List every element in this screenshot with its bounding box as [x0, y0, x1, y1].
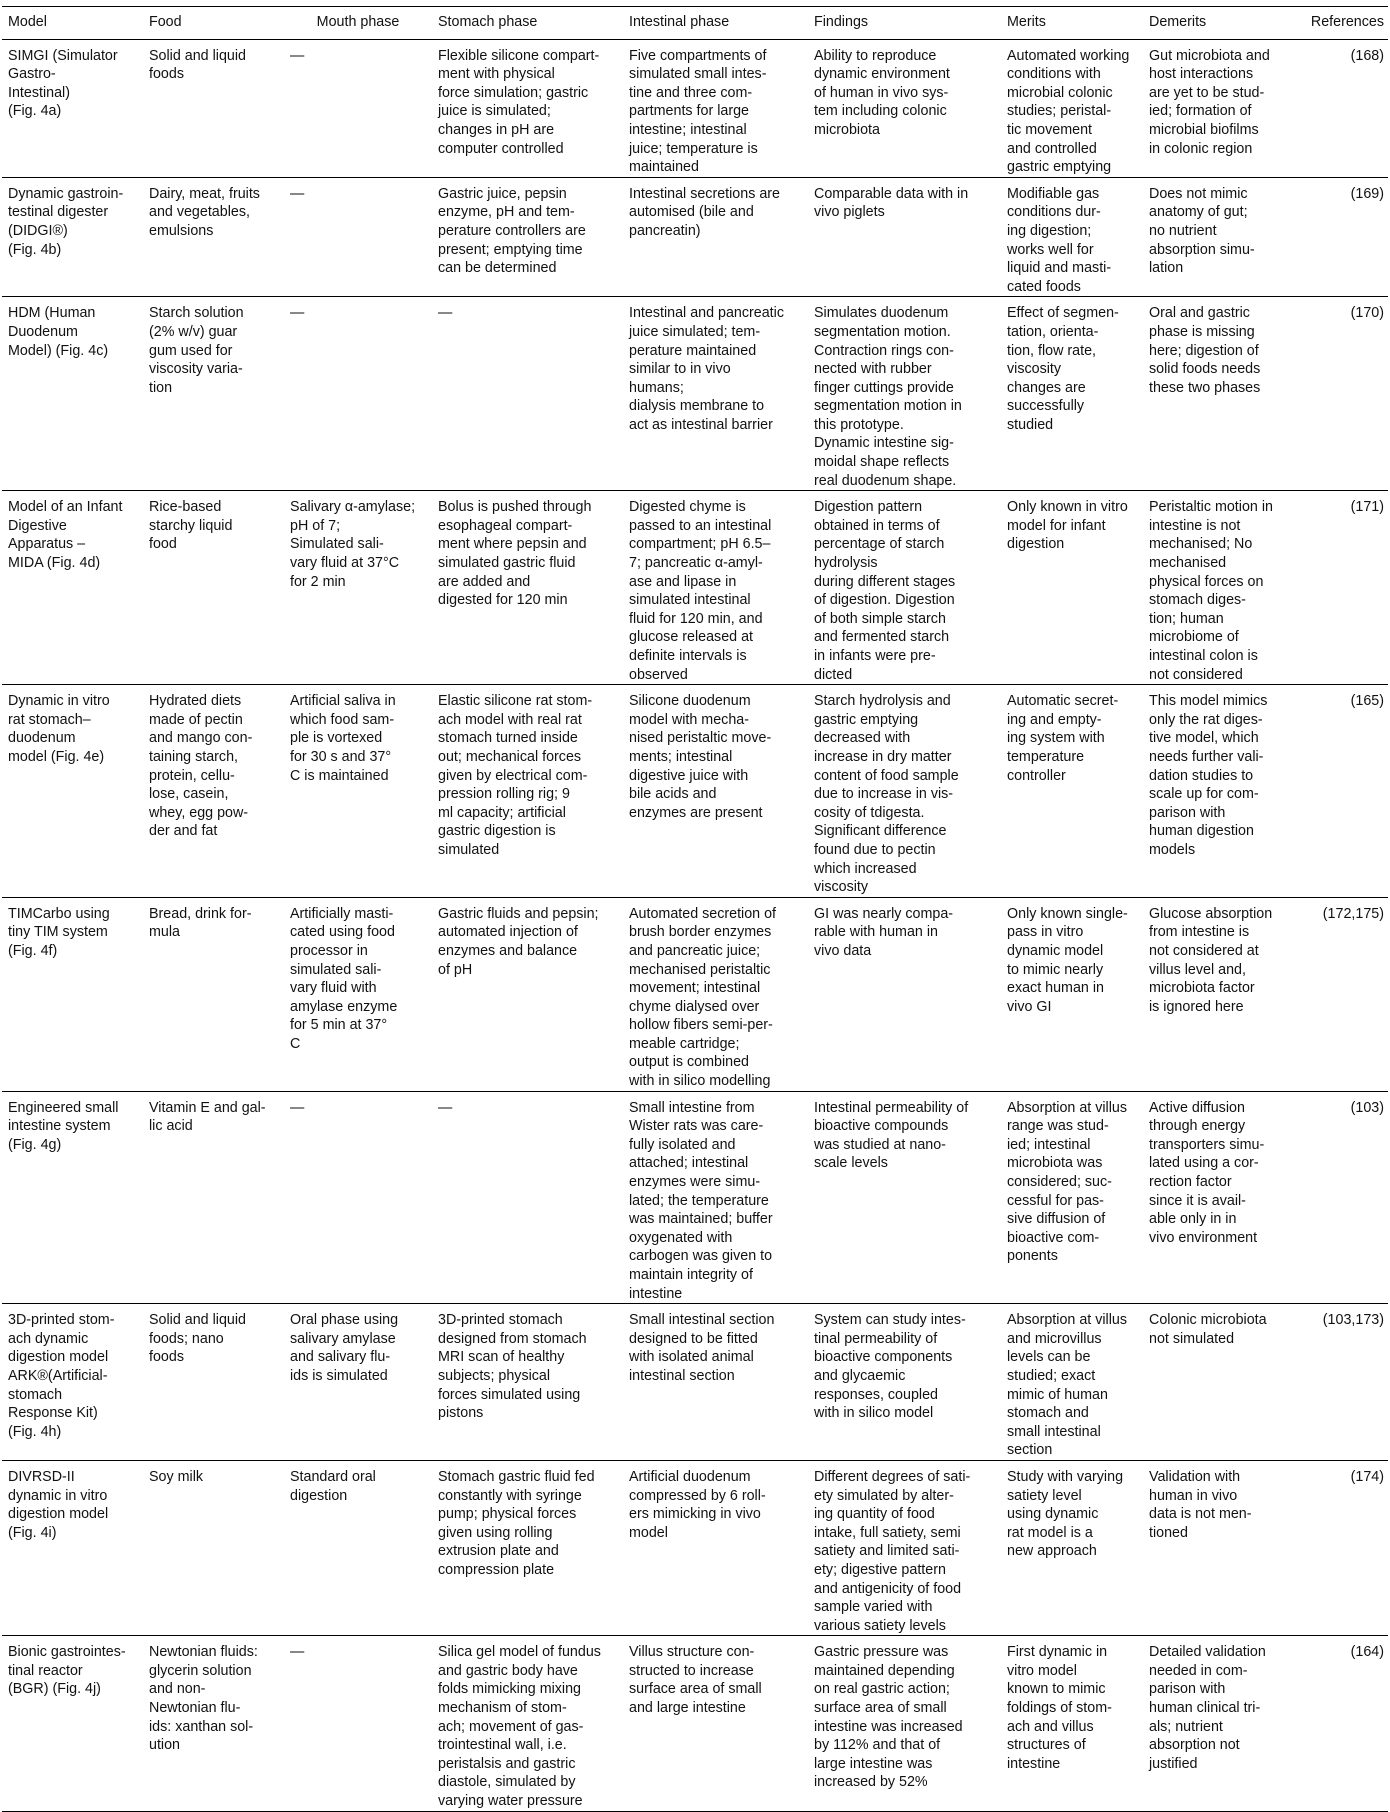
- cell-text: Artificial duodenum compressed by 6 roll- ers mimicking in vivo model: [629, 1468, 766, 1541]
- cell-intestinal-phase: [623, 1304, 808, 1461]
- header-stomach-phase: Stomach phase: [432, 7, 623, 40]
- cell-food: [143, 297, 284, 491]
- cell-text: Effect of segmen- tation, orienta- tion, flow rate, viscosity changes are successfully studied: [1007, 305, 1119, 433]
- cell-demerits: [1143, 1460, 1299, 1635]
- cell-text: Digestion pattern obtained in terms of percentage of starch hydrolysis during different stages of digestion. Digestion of both simple starch and fermented starch in infants were pre- dicted: [814, 499, 956, 683]
- cell-text: Intestinal permeability of bioactive compounds was studied at nano- scale levels: [814, 1099, 969, 1172]
- cell-intestinal-phase: [623, 685, 808, 898]
- cell-text: First dynamic in vitro model known to mimic foldings of stom- ach and villus structures of intestine: [1007, 1644, 1112, 1772]
- cell-text: (103,173): [1322, 1312, 1384, 1329]
- cell-text: TIMCarbo using tiny TIM system (Fig. 4f): [8, 905, 110, 959]
- cell-stomach-phase: [432, 1460, 623, 1635]
- cell-intestinal-phase: [623, 1460, 808, 1635]
- comparison-table: [2, 6, 1388, 1812]
- cell-text: Validation with human in vivo data is not men- tioned: [1149, 1468, 1252, 1541]
- cell-text: Oral and gastric phase is missing here; digestion of solid foods needs these two phases: [1149, 305, 1261, 396]
- cell-intestinal-phase: [623, 39, 808, 177]
- cell-text: System can study intes- tinal permeability of bioactive components and glycaemic responses, coupled with in silico model: [814, 1312, 966, 1422]
- cell-text: Newtonian fluids: glycerin solution and non- Newtonian flu- ids: xanthan sol- ution: [149, 1644, 258, 1754]
- cell-text: (172,175): [1322, 905, 1384, 922]
- cell-findings: [808, 297, 1001, 491]
- cell-text: Dynamic gastroin- testinal digester (DIDGI®) (Fig. 4b): [8, 185, 124, 258]
- table-row: [2, 1304, 1388, 1461]
- cell-text: Absorption at villus range was stud- ied; intestinal microbiota was considered; suc- cessful for pas- sive diffusion of bioactive com- ponents: [1007, 1099, 1127, 1265]
- header-intestinal-phase: Intestinal phase: [623, 7, 808, 40]
- cell-model: [2, 39, 143, 177]
- cell-text: Villus structure con- structed to increase surface area of small and large intestine: [629, 1644, 762, 1717]
- cell-food: [143, 685, 284, 898]
- header-row: [2, 7, 1388, 40]
- cell-demerits: [1143, 297, 1299, 491]
- table-row: [2, 685, 1388, 898]
- cell-text: —: [438, 1099, 453, 1116]
- cell-mouth-phase: [284, 1460, 432, 1635]
- cell-findings: [808, 1091, 1001, 1304]
- cell-text: Solid and liquid foods: [149, 47, 246, 83]
- cell-text: Different degrees of sati- ety simulated by alter- ing quantity of food intake, full satiety, semi satiety and limited sati- ety; digestive pattern and antigenicity of food sample varied with various satiety levels: [814, 1468, 971, 1634]
- cell-demerits: [1143, 897, 1299, 1091]
- cell-mouth-phase: [284, 39, 432, 177]
- cell-intestinal-phase: [623, 177, 808, 297]
- header-food: Food: [143, 7, 284, 40]
- cell-findings: [808, 685, 1001, 898]
- cell-text: Detailed validation needed in com- parison with human clinical tri- als; nutrient absorption not justified: [1149, 1644, 1266, 1772]
- cell-text: —: [290, 1644, 305, 1661]
- cell-mouth-phase: [284, 1304, 432, 1461]
- cell-text: Starch solution (2% w/v) guar gum used for viscosity varia- tion: [149, 305, 244, 396]
- cell-text: Gastric fluids and pepsin; automated injection of enzymes and balance of pH: [438, 905, 599, 978]
- cell-intestinal-phase: [623, 491, 808, 685]
- cell-text: Gastric juice, pepsin enzyme, pH and tem- perature controllers are present; emptying time can be determined: [438, 185, 586, 277]
- cell-food: [143, 1460, 284, 1635]
- cell-references: [1299, 1460, 1388, 1635]
- cell-text: Oral phase using salivary amylase and salivary flu- ids is simulated: [290, 1312, 399, 1384]
- cell-text: Salivary α-amylase; pH of 7; Simulated sali- vary fluid at 37°C for 2 min: [290, 499, 416, 590]
- cell-merits: [1001, 297, 1143, 491]
- cell-text: Gastric pressure was maintained depending on real gastric action; surface area of small intestine was increased by 112% and that of large intestine was increased by 52%: [814, 1644, 963, 1791]
- cell-mouth-phase: [284, 177, 432, 297]
- cell-model: [2, 1460, 143, 1635]
- cell-text: (174): [1350, 1468, 1384, 1485]
- cell-text: Hydrated diets made of pectin and mango con- taining starch, protein, cellu- lose, casein, whey, egg pow- der and fat: [149, 693, 253, 840]
- cell-references: [1299, 1091, 1388, 1304]
- cell-model: [2, 897, 143, 1091]
- cell-text: Simulates duodenum segmentation motion. Contraction rings con- nected with rubber finger cuttings provide segmentation motion in this prototype. Dynamic intestine sig- moidal shape reflects real duodenum shape.: [814, 305, 962, 489]
- cell-intestinal-phase: [623, 897, 808, 1091]
- cell-findings: [808, 177, 1001, 297]
- cell-text: Automated secretion of brush border enzymes and pancreatic juice; mechanised peristaltic movement; intestinal chyme dialysed over hollow fibers semi-per- meable cartridge; output is combined with in silico modelling: [629, 905, 777, 1090]
- table-row: [2, 1636, 1388, 1811]
- cell-text: Colonic microbiota not simulated: [1149, 1312, 1267, 1347]
- cell-text: HDM (Human Duodenum Model) (Fig. 4c): [8, 305, 109, 359]
- header-references: References: [1299, 7, 1388, 40]
- cell-findings: [808, 1636, 1001, 1811]
- cell-text: Dairy, meat, fruits and vegetables, emulsions: [149, 185, 260, 239]
- cell-text: Absorption at villus and microvillus levels can be studied; exact mimic of human stomach and small intestinal section: [1007, 1312, 1127, 1459]
- table-row: [2, 297, 1388, 491]
- cell-text: (171): [1350, 499, 1384, 516]
- header-mouth-phase: Mouth phase: [284, 7, 432, 40]
- cell-text: Bolus is pushed through esophageal compart- ment where pepsin and simulated gastric fluid are added and digested for 120 min: [438, 499, 592, 609]
- cell-text: Flexible silicone compart- ment with physical force simulation; gastric juice is simulated; changes in pH are computer controlled: [438, 47, 600, 157]
- table-row: [2, 177, 1388, 297]
- cell-findings: [808, 1304, 1001, 1461]
- cell-mouth-phase: [284, 491, 432, 685]
- cell-text: —: [290, 47, 305, 64]
- cell-merits: [1001, 39, 1143, 177]
- cell-findings: [808, 897, 1001, 1091]
- cell-demerits: [1143, 39, 1299, 177]
- table-header: [2, 7, 1388, 40]
- cell-mouth-phase: [284, 1636, 432, 1811]
- cell-text: Modifiable gas conditions dur- ing digestion; works well for liquid and masti- cated foods: [1007, 185, 1112, 295]
- cell-food: [143, 491, 284, 685]
- cell-merits: [1001, 685, 1143, 898]
- cell-text: Peristaltic motion in intestine is not mechanised; No mechanised physical forces on stomach diges- tion; human microbiome of intestinal colon is not considered: [1149, 499, 1273, 683]
- cell-text: 3D-printed stomach designed from stomach MRI scan of healthy subjects; physical forces simulated using pistons: [438, 1312, 587, 1422]
- header-model: Model: [2, 7, 143, 40]
- cell-text: —: [290, 1099, 305, 1116]
- cell-stomach-phase: [432, 177, 623, 297]
- cell-model: [2, 1636, 143, 1811]
- cell-references: [1299, 685, 1388, 898]
- cell-text: (164): [1350, 1644, 1384, 1661]
- cell-text: Bionic gastrointes- tinal reactor (BGR) (Fig. 4j): [8, 1644, 126, 1698]
- cell-demerits: [1143, 1636, 1299, 1811]
- cell-text: Ability to reproduce dynamic environment of human in vivo sys- tem including colonic microbiota: [814, 47, 950, 138]
- cell-text: Active diffusion through energy transporters simu- lated using a cor- rection factor since it is avail- able only in in vivo environment: [1149, 1099, 1265, 1246]
- cell-demerits: [1143, 491, 1299, 685]
- cell-text: —: [290, 305, 305, 322]
- cell-food: [143, 177, 284, 297]
- cell-text: Intestinal secretions are automised (bile and pancreatin): [629, 185, 780, 239]
- cell-demerits: [1143, 1091, 1299, 1304]
- cell-references: [1299, 897, 1388, 1091]
- cell-references: [1299, 297, 1388, 491]
- header-merits: Merits: [1001, 7, 1143, 40]
- cell-text: SIMGI (Simulator Gastro- Intestinal) (Fig. 4a): [8, 47, 118, 120]
- cell-text: This model mimics only the rat diges- tive model, which needs further vali- dation studies to scale up for com- parison with human digestion models: [1149, 693, 1268, 858]
- cell-mouth-phase: [284, 1091, 432, 1304]
- cell-text: Starch hydrolysis and gastric emptying decreased with increase in dry matter content of food sample due to increase in vis- cosity of tdigesta. Significant difference found due to pectin which increased viscosity: [814, 693, 959, 896]
- cell-merits: [1001, 1460, 1143, 1635]
- table-row: [2, 897, 1388, 1091]
- cell-text: GI was nearly compa- rable with human in vivo data: [814, 905, 954, 959]
- cell-text: Silicone duodenum model with mecha- nised peristaltic move- ments; intestinal digestive juice with bile acids and enzymes are present: [629, 693, 772, 821]
- cell-text: Study with varying satiety level using dynamic rat model is a new approach: [1007, 1468, 1124, 1560]
- cell-text: Artificially masti- cated using food processor in simulated sali- vary fluid with amylase enzyme for 5 min at 37° C: [290, 905, 398, 1052]
- cell-merits: [1001, 1304, 1143, 1461]
- cell-text: (103): [1350, 1099, 1384, 1116]
- cell-text: Bread, drink for- mula: [149, 905, 252, 941]
- cell-intestinal-phase: [623, 297, 808, 491]
- cell-text: Intestinal and pancreatic juice simulated; tem- perature maintained similar to in vivo humans; dialysis membrane to act as intestinal barrier: [629, 305, 784, 433]
- cell-text: Comparable data with in vivo piglets: [814, 185, 969, 221]
- table-row: [2, 1091, 1388, 1304]
- cell-food: [143, 897, 284, 1091]
- cell-text: Stomach gastric fluid fed constantly with syringe pump; physical forces given using rolling extrusion plate and compression plate: [438, 1468, 595, 1578]
- cell-stomach-phase: [432, 297, 623, 491]
- cell-references: [1299, 39, 1388, 177]
- cell-model: [2, 491, 143, 685]
- cell-text: Dynamic in vitro rat stomach– duodenum model (Fig. 4e): [8, 693, 110, 765]
- cell-food: [143, 39, 284, 177]
- cell-demerits: [1143, 685, 1299, 898]
- cell-model: [2, 1091, 143, 1304]
- cell-text: —: [290, 185, 305, 202]
- cell-merits: [1001, 1636, 1143, 1811]
- cell-references: [1299, 177, 1388, 297]
- cell-merits: [1001, 897, 1143, 1091]
- cell-text: Solid and liquid foods; nano foods: [149, 1312, 246, 1366]
- cell-merits: [1001, 491, 1143, 685]
- cell-findings: [808, 39, 1001, 177]
- cell-merits: [1001, 177, 1143, 297]
- cell-text: Silica gel model of fundus and gastric body have folds mimicking mixing mechanism of stom- ach; movement of gas- trointestinal wall, i.e. peristalsis and gastric diastole, simulated by varying water pressure: [438, 1644, 601, 1810]
- cell-text: (169): [1350, 185, 1384, 202]
- cell-text: Small intestinal section designed to be fitted with isolated animal intestinal section: [629, 1312, 775, 1384]
- cell-mouth-phase: [284, 685, 432, 898]
- cell-text: DIVRSD-II dynamic in vitro digestion model (Fig. 4i): [8, 1468, 109, 1541]
- cell-merits: [1001, 1091, 1143, 1304]
- cell-model: [2, 177, 143, 297]
- cell-food: [143, 1304, 284, 1461]
- cell-text: Small intestine from Wister rats was care- fully isolated and attached; intestinal enzymes were simu- lated; the temperature was maintained; buffer oxygenated with carbogen was given to maintain integrity of intestine: [629, 1099, 773, 1302]
- cell-findings: [808, 491, 1001, 685]
- cell-text: Digested chyme is passed to an intestinal compartment; pH 6.5– 7; pancreatic α-amyl- ase and lipase in simulated intestinal fluid for 120 min, and glucose released at definite intervals is observed: [629, 499, 772, 683]
- table-row: [2, 491, 1388, 685]
- cell-text: Artificial saliva in which food sam- ple is vortexed for 30 s and 37° C is maintained: [290, 693, 396, 784]
- cell-stomach-phase: [432, 1304, 623, 1461]
- table-body: [2, 39, 1388, 1811]
- header-demerits: Demerits: [1143, 7, 1299, 40]
- cell-stomach-phase: [432, 1091, 623, 1304]
- cell-text: (165): [1350, 693, 1384, 710]
- cell-text: Glucose absorption from intestine is not considered at villus level and, microbiota factor is ignored here: [1149, 905, 1273, 1015]
- cell-text: Standard oral digestion: [290, 1468, 376, 1504]
- cell-stomach-phase: [432, 1636, 623, 1811]
- cell-text: Rice-based starchy liquid food: [149, 499, 233, 553]
- cell-references: [1299, 491, 1388, 685]
- cell-text: Model of an Infant Digestive Apparatus – MIDA (Fig. 4d): [8, 499, 123, 572]
- cell-intestinal-phase: [623, 1091, 808, 1304]
- cell-text: —: [438, 305, 453, 322]
- cell-text: Soy milk: [149, 1468, 204, 1485]
- cell-food: [143, 1636, 284, 1811]
- cell-text: Automatic secret- ing and empty- ing system with temperature controller: [1007, 693, 1119, 784]
- cell-stomach-phase: [432, 39, 623, 177]
- cell-text: Automated working conditions with microbial colonic studies; peristal- tic movement and controlled gastric emptying: [1007, 47, 1130, 176]
- cell-references: [1299, 1304, 1388, 1461]
- cell-stomach-phase: [432, 897, 623, 1091]
- cell-text: Gut microbiota and host interactions are yet to be stud- ied; formation of microbial biofilms in colonic region: [1149, 47, 1270, 157]
- cell-mouth-phase: [284, 897, 432, 1091]
- cell-stomach-phase: [432, 685, 623, 898]
- cell-demerits: [1143, 177, 1299, 297]
- cell-stomach-phase: [432, 491, 623, 685]
- table-row: [2, 1460, 1388, 1635]
- cell-demerits: [1143, 1304, 1299, 1461]
- cell-food: [143, 1091, 284, 1304]
- cell-references: [1299, 1636, 1388, 1811]
- header-findings: Findings: [808, 7, 1001, 40]
- cell-text: Does not mimic anatomy of gut; no nutrient absorption simu- lation: [1149, 185, 1255, 277]
- cell-text: (168): [1350, 47, 1384, 64]
- cell-model: [2, 685, 143, 898]
- cell-model: [2, 297, 143, 491]
- cell-intestinal-phase: [623, 1636, 808, 1811]
- cell-text: Engineered small intestine system (Fig. 4g): [8, 1099, 119, 1153]
- cell-text: Only known single- pass in vitro dynamic model to mimic nearly exact human in vivo GI: [1007, 905, 1128, 1015]
- cell-text: Elastic silicone rat stom- ach model with real rat stomach turned inside out; mechanical forces given by electrical com- pression rolling rig; 9 ml capacity; artificial gastric digestion is simulated: [438, 693, 593, 858]
- cell-findings: [808, 1460, 1001, 1635]
- cell-text: Five compartments of simulated small intes- tine and three com- partments for large intestine; intestinal juice; temperature is maintained: [629, 47, 767, 176]
- cell-mouth-phase: [284, 297, 432, 491]
- cell-model: [2, 1304, 143, 1461]
- cell-text: Only known in vitro model for infant digestion: [1007, 499, 1128, 553]
- cell-text: 3D-printed stom- ach dynamic digestion model ARK®(Artificial- stomach Response Kit) (Fig. 4h): [8, 1312, 115, 1440]
- cell-text: Vitamin E and gal- lic acid: [149, 1099, 266, 1135]
- table-row: [2, 39, 1388, 177]
- cell-text: (170): [1350, 305, 1384, 322]
